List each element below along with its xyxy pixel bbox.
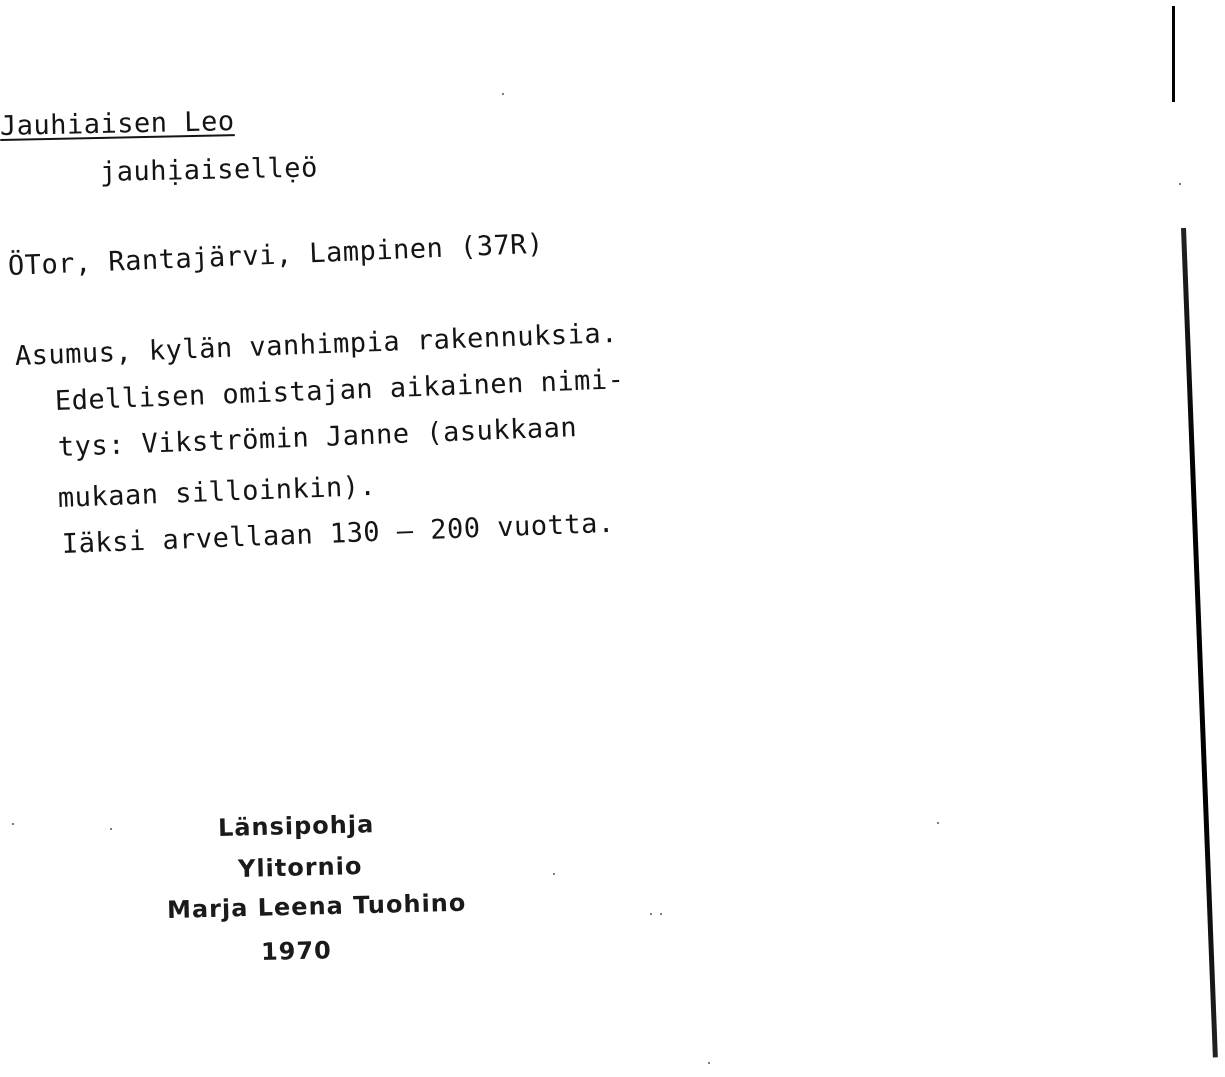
stamp-year: 1970	[260, 936, 333, 966]
scan-speck	[110, 828, 112, 830]
scan-edge-line	[1172, 6, 1175, 102]
scan-speck	[502, 93, 504, 95]
scan-speck	[937, 822, 939, 824]
description-line: Asumus, kylän vanhimpia rakennuksia.	[14, 317, 619, 372]
inflection-form: jauhịaisellẹö	[99, 152, 319, 188]
scan-edge-line	[1181, 228, 1218, 1058]
scan-speck	[708, 1062, 710, 1064]
description-line: Edellisen omistajan aikainen nimi-	[54, 364, 625, 417]
stamp-collector: Marja Leena Tuohino	[166, 888, 467, 924]
description-line: mukaan silloinkin).	[57, 470, 377, 514]
location-line: ÖTor, Rantajärvi, Lampinen (37R)	[7, 228, 545, 282]
description-line: tys: Vikströmin Janne (asukkaan	[57, 412, 578, 463]
stamp-region: Länsipohja	[217, 810, 375, 842]
scan-speck	[660, 913, 662, 915]
scan-speck	[1179, 183, 1181, 185]
stamp-parish: Ylitornio	[237, 851, 363, 883]
scan-speck	[650, 913, 652, 915]
description-line: Iäksi arvellaan 130 — 200 vuotta.	[61, 507, 616, 560]
scan-speck	[12, 823, 14, 825]
headword: Jauhiaisen Leo	[0, 106, 235, 142]
scan-speck	[553, 873, 555, 875]
